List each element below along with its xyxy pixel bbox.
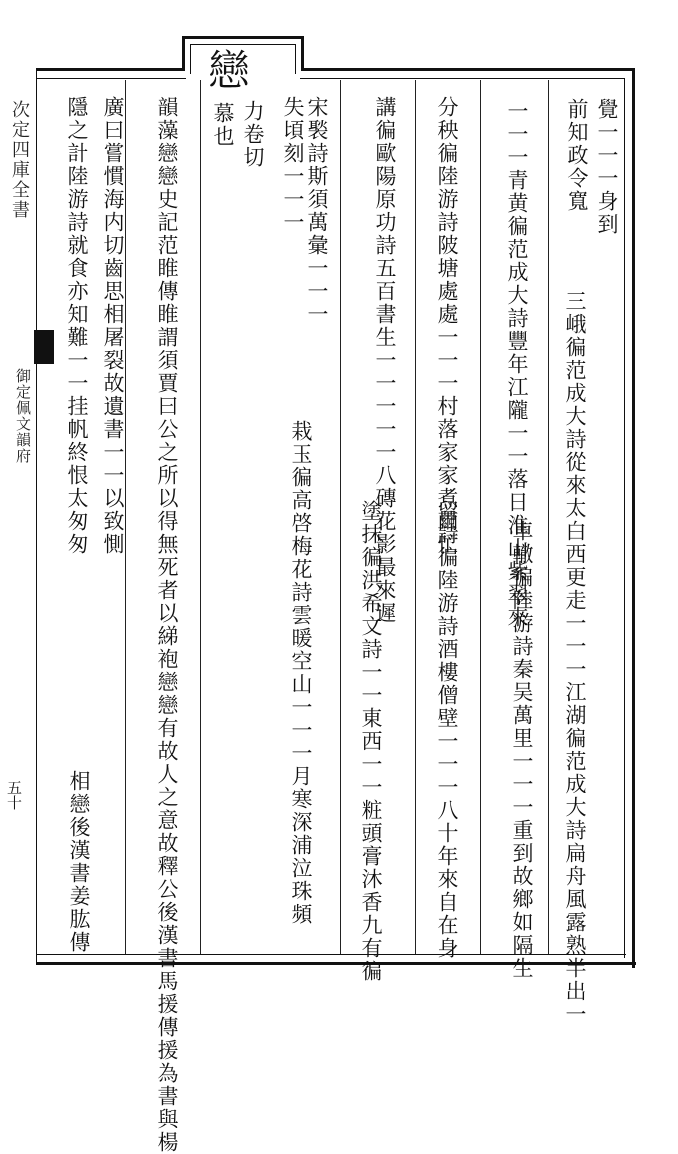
- text-column-6b: 栽玉徧高啓梅花詩雲暖空山一一一月寒深浦泣珠頻: [289, 420, 313, 926]
- text-column-3: 一一一青黄徧范成大詩豐年江隴一一落日淮山紫翠來: [505, 100, 529, 629]
- text-column-4: 分秧徧陸游詩陂塘處處一一一村落家家煮繭忙: [435, 96, 459, 556]
- text-column-12: 隱之計陸游詩就食亦知難一一挂帆終恨太匆匆: [65, 96, 89, 556]
- edge-book-title: 次定四庫全書: [9, 100, 30, 220]
- text-column-5: 講徧歐陽原功詩五百書生一一一一一八磚花影最來遲: [373, 96, 397, 625]
- frame-top-left: [36, 68, 182, 71]
- column-rule: [340, 80, 341, 954]
- text-column-3b: 車轍徧陸游詩秦吴萬里一一一重到故鄉如隔生: [510, 520, 534, 980]
- column-rule: [548, 80, 549, 954]
- text-column-5b: 塗抹徧洪希文詩一一東西一一粧頭膏沐香九有徧: [359, 500, 383, 983]
- column-rule: [200, 80, 201, 954]
- frame-top-right-inner: [300, 78, 625, 79]
- text-column-8: 力卷切: [241, 100, 265, 169]
- edge-black-tab: [34, 330, 54, 364]
- text-column-10: 韻藻戀戀史記范睢傳睢謂須賈曰公之所以得無死者以綈袍戀戀有故人之意故釋公後漢書馬援傳援為書與楊: [155, 96, 179, 1154]
- text-column-1b: 三峨徧范成大詩從來太白西更走一一一江湖徧范成大詩扁舟風露熟半出一: [563, 290, 587, 1026]
- column-rule: [480, 80, 481, 954]
- column-rule: [415, 80, 416, 954]
- frame-left: [36, 70, 37, 965]
- text-column-6: 宋褧詩斯須萬彙一一一: [305, 96, 329, 326]
- frame-right: [632, 68, 635, 968]
- frame-bottom: [36, 962, 636, 965]
- frame-top-right: [303, 68, 635, 71]
- folio-number: 五十: [5, 780, 23, 810]
- text-column-4b: 留詩徧陸游詩酒樓僧壁一一一八十年來自在身: [435, 500, 459, 960]
- text-column-11: 廣曰嘗慣海内切齒思相屠裂故遺書一一以致惻: [101, 96, 125, 556]
- text-column-7: 失頃刻一一一: [281, 96, 305, 234]
- frame-right-inner: [624, 78, 625, 958]
- edge-side-title: 御定佩文韻府: [14, 368, 32, 464]
- header-character: 戀: [208, 46, 251, 95]
- text-column-12b: 相戀後漢書姜肱傳: [67, 770, 91, 954]
- frame-top-left-inner: [36, 78, 186, 79]
- left-edge: [0, 0, 38, 1001]
- text-column-2: 前知政令寬: [565, 98, 589, 213]
- text-column-9: 慕也: [211, 102, 235, 148]
- text-column-1: 覺一一一身到: [595, 98, 619, 236]
